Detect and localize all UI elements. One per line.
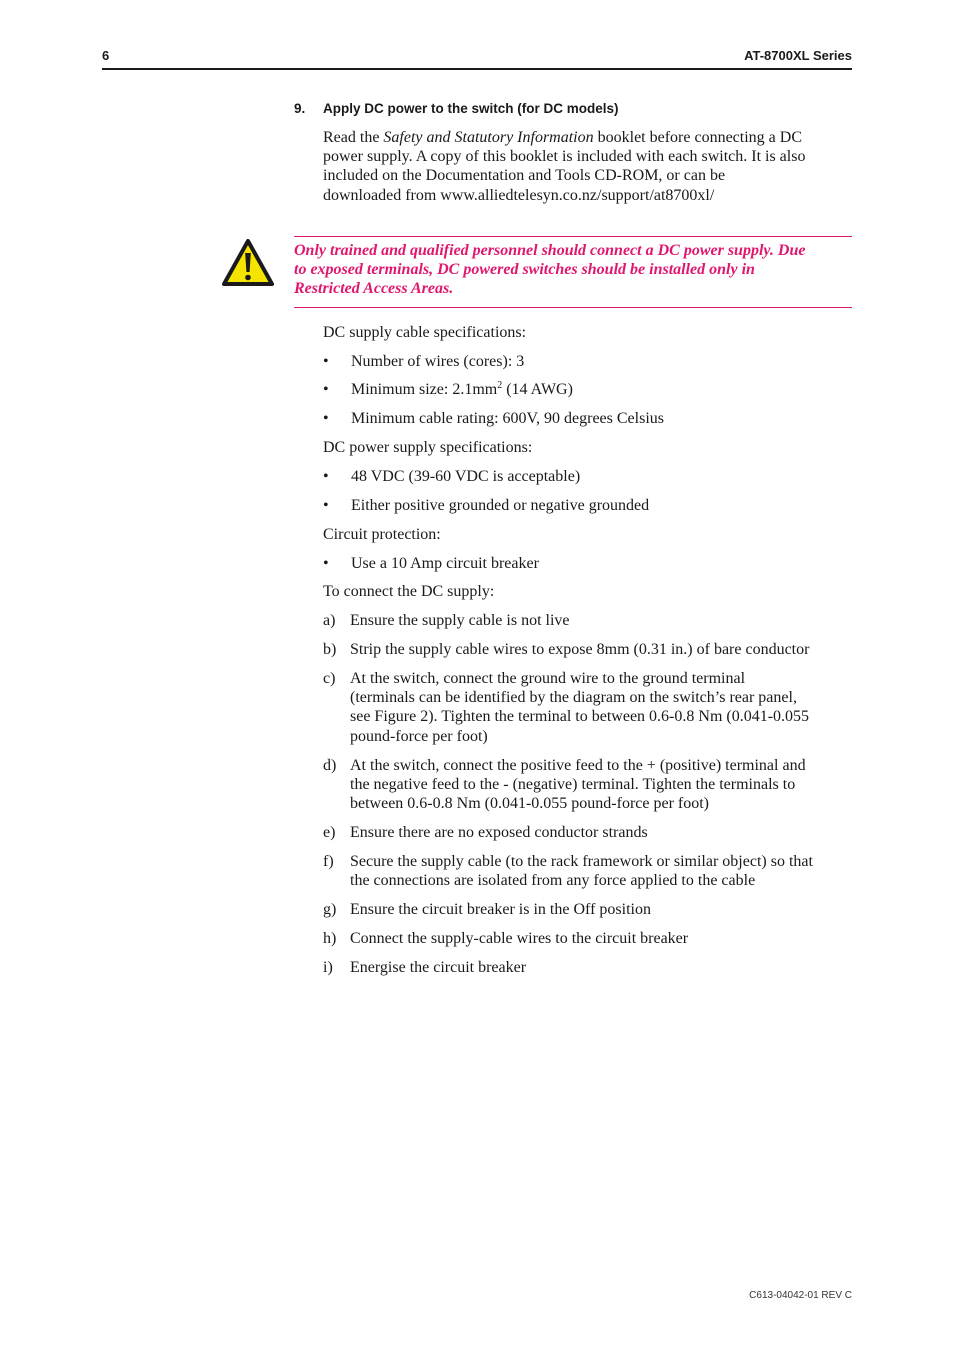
step-text: Secure the supply cable (to the rack framework or similar object) so that <box>350 853 813 870</box>
intro-line: included on the Documentation and Tools CD-ROM, or can be <box>323 167 726 185</box>
list-item <box>323 409 664 428</box>
bullet: • <box>323 381 329 398</box>
step-label: e) <box>323 824 336 841</box>
connect-heading: To connect the DC supply: <box>323 583 495 600</box>
intro-line: power supply. A copy of this booklet is included with each switch. It is also <box>323 148 806 166</box>
step-label: h) <box>323 930 337 947</box>
warning-line: to exposed terminals, DC powered switches should be installed only in <box>294 261 755 279</box>
power-specs-heading: DC power supply specifications: <box>323 439 533 456</box>
bullet: • <box>323 410 329 427</box>
step-text: Ensure the circuit breaker is in the Off position <box>350 901 651 918</box>
bullet: • <box>323 555 329 572</box>
step-label: c) <box>323 670 336 687</box>
step-label: i) <box>323 959 333 976</box>
list-item <box>323 554 539 573</box>
document-code: C613-04042-01 REV C <box>749 1290 852 1301</box>
warning-box <box>294 236 852 308</box>
section-title: Apply DC power to the switch (for DC models) <box>323 101 619 116</box>
list-item-text: Number of wires (cores): 3 <box>351 353 525 370</box>
page-header <box>102 48 852 70</box>
step-label: d) <box>323 757 337 774</box>
step-text: At the switch, connect the ground wire to the ground terminal <box>350 670 746 687</box>
step-text: see Figure 2). Tighten the terminal to between 0.6-0.8 Nm (0.041-0.055 <box>350 708 810 726</box>
bullet: • <box>323 497 329 514</box>
step-label: b) <box>323 641 337 658</box>
intro-line: downloaded from www.alliedtelesyn.co.nz/support/at8700xl/ <box>323 186 715 204</box>
list-item <box>323 352 524 371</box>
warning-text <box>294 241 852 299</box>
list-item-text: Minimum cable rating: 600V, 90 degrees Celsius <box>351 410 664 427</box>
page-number: 6 <box>102 48 110 63</box>
list-item <box>323 380 573 399</box>
list-item <box>323 496 649 515</box>
bullet: • <box>323 353 329 370</box>
step-text: At the switch, connect the positive feed to the + (positive) terminal and <box>350 757 806 774</box>
warning-triangle-icon <box>222 238 274 288</box>
section-heading <box>294 101 619 116</box>
section-number: 9. <box>294 101 306 116</box>
circuit-heading: Circuit protection: <box>323 526 441 543</box>
booklet-title: Safety and Statutory Information <box>383 129 594 146</box>
step-text: pound-force per foot) <box>350 727 488 745</box>
list-item-text: Either positive grounded or negative grounded <box>351 497 650 514</box>
list-item <box>323 467 580 486</box>
step-label: f) <box>323 853 334 870</box>
list-item-text: 48 VDC (39-60 VDC is acceptable) <box>351 468 581 485</box>
list-item-text: (14 AWG) <box>502 381 573 398</box>
step-text: Energise the circuit breaker <box>350 959 527 976</box>
step-label: a) <box>323 612 336 629</box>
list-item-text: Minimum size: 2.1mm <box>351 381 498 398</box>
superscript: 2 <box>497 380 503 391</box>
step-label: g) <box>323 901 337 918</box>
intro-text: Read the <box>323 129 384 146</box>
warning-line: Only trained and qualified personnel should connect a DC power supply. Due <box>294 242 806 259</box>
series-title: AT-8700XL Series <box>744 48 852 63</box>
warning-line: Restricted Access Areas. <box>294 280 454 298</box>
step-text: Strip the supply cable wires to expose 8mm (0.31 in.) of bare conductor <box>350 641 810 658</box>
cable-specs-heading: DC supply cable specifications: <box>323 324 527 341</box>
step-text: Ensure there are no exposed conductor strands <box>350 824 648 841</box>
step-text: Ensure the supply cable is not live <box>350 612 570 629</box>
list-item-text: Use a 10 Amp circuit breaker <box>351 555 539 572</box>
step-text: the connections are isolated from any force applied to the cable <box>350 872 756 890</box>
step-text: (terminals can be identified by the diagram on the switch’s rear panel, <box>350 689 797 707</box>
bullet: • <box>323 468 329 485</box>
intro-paragraph <box>323 128 853 205</box>
step-text: Connect the supply-cable wires to the circuit breaker <box>350 930 689 947</box>
step-text: the negative feed to the - (negative) terminal. Tighten the terminals to <box>350 776 796 794</box>
intro-text: booklet before connecting a DC <box>593 129 802 146</box>
step-text: between 0.6-0.8 Nm (0.041-0.055 pound-force per foot) <box>350 795 710 813</box>
